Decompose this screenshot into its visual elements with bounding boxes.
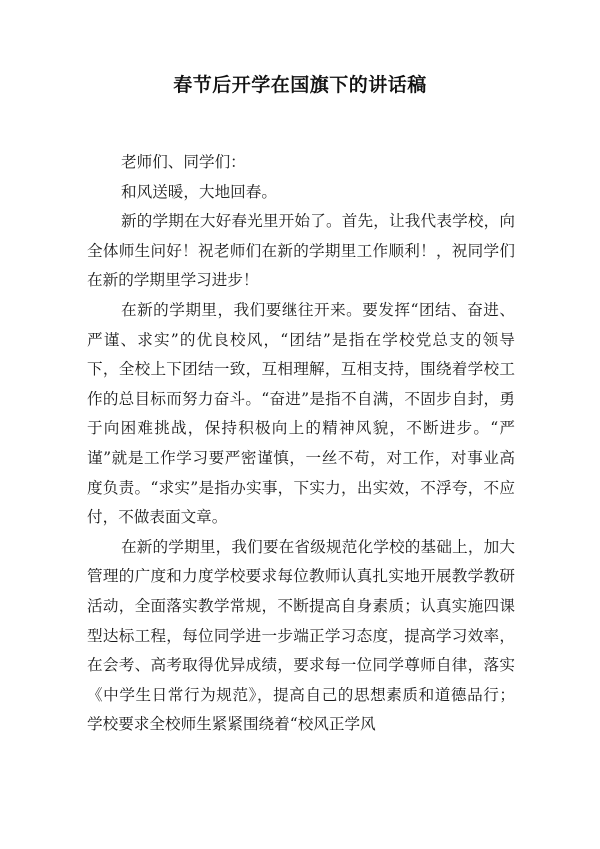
- paragraph: 新的学期在大好春光里开始了。首先，让我代表学校，向全体师生问好！祝老师们在新的学期里工作顺利！，祝同学们在新的学期里学习进步！: [87, 212, 515, 290]
- paragraph: 在新的学期里，我们要在省级规范化学校的基础上，加大管理的广度和力度学校要求每位教师认真扎实地开展教学教研活动，全面落实教学常规，不断提高自身素质；认真实施四课型达标工程，每位同学进一步端正学习态度，提高学习效率，在会考、高考取得优异成绩，要求每一位同学尊师自律，落实《中学生日常行为规范》，提高自己的思想素质和道德品行；学校要求全校师生紧紧围绕着“校风正学风: [87, 537, 515, 734]
- paragraph: 在新的学期里，我们要继往开来。要发挥“团结、奋进、严谨、求实”的优良校风，“团结”是指在学校党总支的领导下，全校上下团结一致，互相理解，互相支持，围绕着学校工作的总目标而努力奋斗。“奋进”是指不自满，不固步自封，勇于向困难挑战，保持积极向上的精神风貌，不断进步。“严谨”就是工作学习要严密谨慎，一丝不苟，对工作，对事业高度负责。“求实”是指办实事，下实力，出实效，不浮夸，不应付，不做表面文章。: [87, 300, 515, 527]
- salutation: 老师们、同学们：: [121, 153, 246, 171]
- document-title: 春节后开学在国旗下的讲话稿: [173, 74, 427, 96]
- paragraph: 和风送暖，大地回春。: [121, 182, 277, 201]
- document-body: [87, 148, 515, 740]
